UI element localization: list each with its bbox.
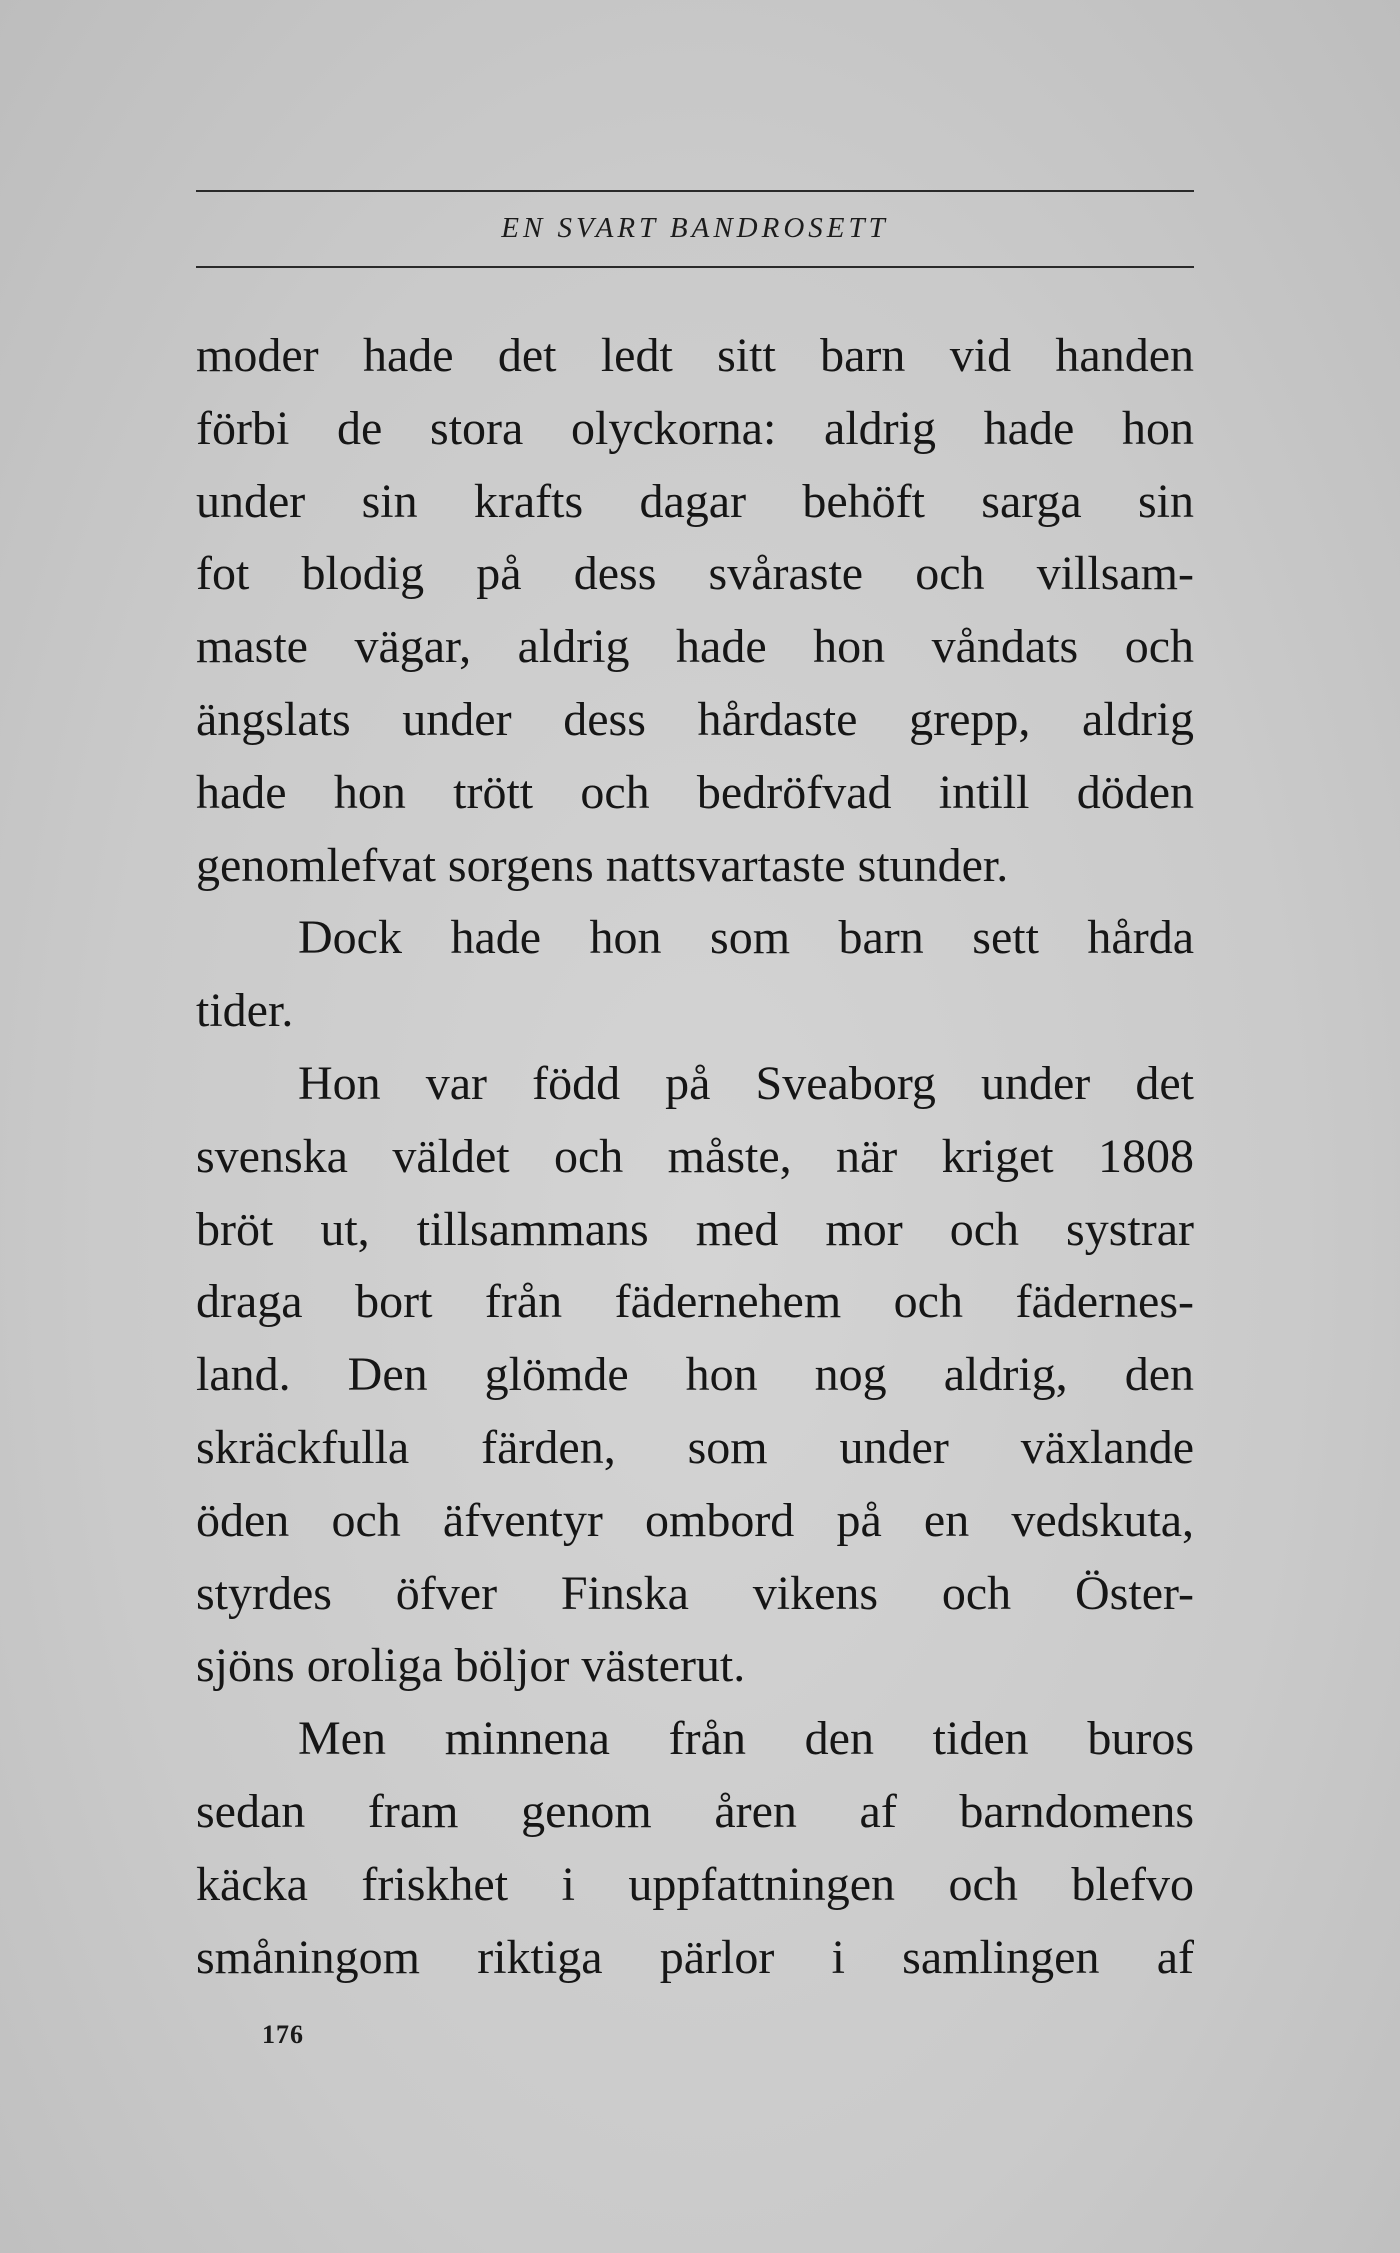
text-line: fot blodig på dess svåraste och villsam- xyxy=(196,547,1194,601)
text-line: maste vägar, aldrig hade hon våndats och xyxy=(196,620,1194,674)
text-line: sjöns oroliga böljor västerut. xyxy=(196,1639,746,1693)
text-line: Dock hade hon som barn sett hårda xyxy=(298,911,1194,965)
text-line: småningom riktiga pärlor i samlingen af xyxy=(196,1930,1194,1984)
text-line: skräckfulla färden, som under växlande xyxy=(196,1420,1194,1474)
page-number: 176 xyxy=(262,2020,304,2049)
text-line: Hon var född på Sveaborg under det xyxy=(298,1056,1194,1110)
text-line: ängslats under dess hårdaste grepp, aldrig xyxy=(196,692,1194,746)
text-line: bröt ut, tillsammans med mor och systrar xyxy=(196,1202,1194,1256)
text-line: under sin krafts dagar behöft sarga sin xyxy=(196,474,1194,528)
text-line: sedan fram genom åren af barndomens xyxy=(196,1784,1194,1838)
text-line: Men minnena från den tiden buros xyxy=(298,1712,1194,1766)
text-line: styrdes öfver Finska vikens och Öster- xyxy=(196,1566,1194,1620)
body-text xyxy=(196,320,1194,1994)
text-line: draga bort från fädernehem och fädernes- xyxy=(196,1275,1194,1329)
text-line: svenska väldet och måste, när kriget 1808 xyxy=(196,1129,1194,1183)
running-head-rule-box xyxy=(196,190,1194,268)
text-line: moder hade det ledt sitt barn vid handen xyxy=(196,329,1194,382)
text-line: käcka friskhet i uppfattningen och blefvo xyxy=(196,1857,1194,1911)
text-line: genomlefvat sorgens nattsvartaste stunder. xyxy=(196,838,1009,892)
text-line: förbi de stora olyckorna: aldrig hade hon xyxy=(196,401,1194,455)
text-line: hade hon trött och bedröfvad intill döden xyxy=(196,765,1194,819)
text-line: tider. xyxy=(196,984,294,1038)
text-line: öden och äfventyr ombord på en vedskuta, xyxy=(196,1493,1194,1547)
text-line: land. Den glömde hon nog aldrig, den xyxy=(196,1348,1194,1402)
running-head: EN SVART BANDROSETT xyxy=(501,212,889,244)
